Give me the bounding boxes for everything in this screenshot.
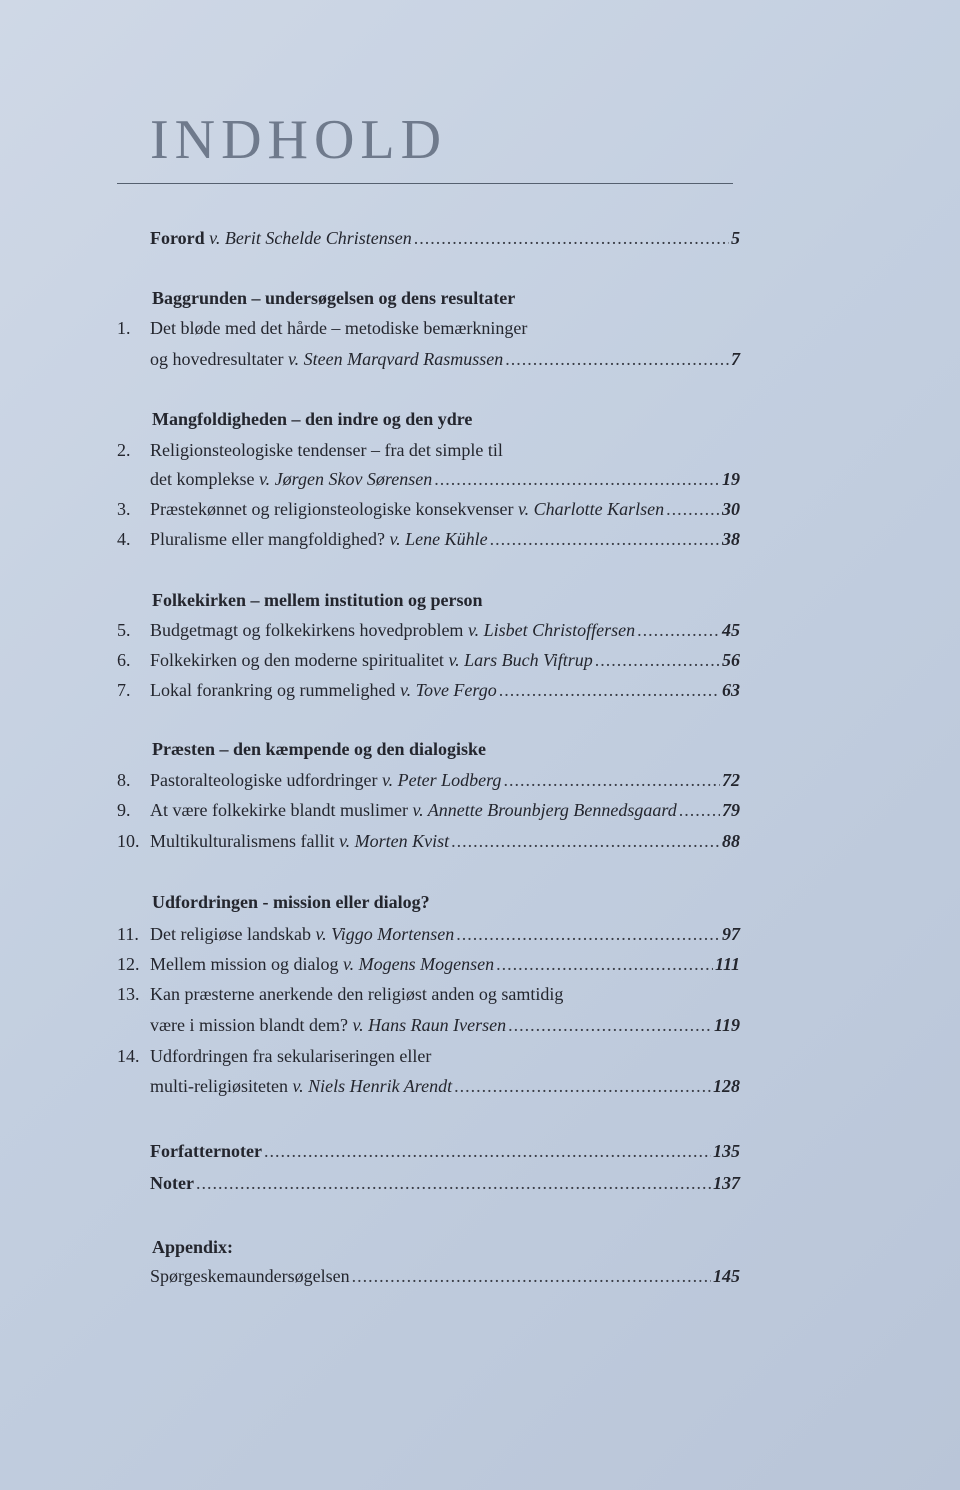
dot-leader [490,528,720,550]
entry-title: multi-religiøsiteten [150,1076,288,1096]
entry-number: 11. [117,924,139,944]
dot-leader [503,769,720,791]
entry-author: v. Viggo Mortensen [315,924,455,944]
entry-title: Budgetmagt og folkekirkens hovedproblem [150,620,464,640]
entry-number: 10. [117,831,140,851]
entry-line1: 1. Det bløde med det hårde – metodiske bemærkninger [117,318,528,338]
entry-number: 9. [117,800,131,820]
toc-entry [150,468,740,490]
entry-page: 7 [731,349,740,369]
dot-leader [196,1172,711,1194]
entry-number: 4. [117,529,131,549]
section-heading: Folkekirken – mellem institution og person [152,590,483,610]
entry-page: 88 [722,831,740,851]
entry-number: 1. [117,318,131,338]
entry-title: Lokal forankring og rummelighed [150,680,396,700]
toc-entry [150,1075,740,1097]
toc-entry-forord [150,227,740,249]
entry-author: v. Tove Fergo [399,680,497,700]
dot-leader [434,468,720,490]
entry-number: 13. [117,984,140,1004]
entry-line1: 14. Udfordringen fra sekulariseringen eller [117,1046,432,1066]
entry-author: v. Morten Kvist [338,831,450,851]
entry-author: v. Steen Marqvard Rasmussen [287,349,504,369]
toc-entry-forfatternoter [150,1140,740,1162]
entry-title: Pastoralteologiske udfordringer [150,770,378,790]
entry-title: At være folkekirke blandt muslimer [150,800,408,820]
entry-title: Det religiøse landskab [150,924,311,944]
entry-page: 97 [722,924,740,944]
dot-leader [264,1140,711,1162]
toc-entry [117,953,740,975]
entry-title: være i mission blandt dem? [150,1015,348,1035]
section-heading: Baggrunden – undersøgelsen og dens resultater [152,288,516,308]
dot-leader [666,498,720,520]
toc-entry [117,498,740,520]
section-heading: Mangfoldigheden – den indre og den ydre [152,409,473,429]
entry-author: v. Jørgen Skov Sørensen [258,469,433,489]
toc-entry [117,528,740,550]
entry-page: 72 [722,770,740,790]
entry-number: 6. [117,650,131,670]
title-rule [117,183,733,184]
entry-author: v. Lars Buch Viftrup [448,650,593,670]
entry-page: 135 [713,1141,740,1161]
toc-entry-noter [150,1172,740,1194]
entry-line1: 2. Religionsteologiske tendenser – fra det simple til [117,440,503,460]
entry-label: Forord [150,228,205,248]
page-title: INDHOLD [150,109,448,171]
entry-number: 3. [117,499,131,519]
dot-leader [499,679,720,701]
toc-entry [117,830,740,852]
entry-author: v. Lisbet Christoffersen [467,620,636,640]
entry-author: v. Lene Kühle [389,529,488,549]
entry-page: 137 [713,1173,740,1193]
entry-page: 45 [722,620,740,640]
entry-number: 7. [117,680,131,700]
entry-label: Forfatternoter [150,1141,262,1161]
appendix-heading: Appendix: [152,1237,234,1257]
dot-leader [456,923,720,945]
entry-title: Spørgeskemaundersøgelsen [150,1266,350,1286]
entry-page: 19 [722,469,740,489]
entry-line1: 13. Kan præsterne anerkende den religiøst anden og samtidig [117,984,564,1004]
entry-title: og hovedresultater [150,349,284,369]
entry-author: v. Mogens Mogensen [343,954,495,974]
entry-author: v. Niels Henrik Arendt [292,1076,453,1096]
entry-page: 128 [713,1076,740,1096]
entry-title: Præstekønnet og religionsteologiske konsekvenser [150,499,514,519]
entry-title: det komplekse [150,469,255,489]
toc-entry [117,649,740,671]
dot-leader [505,348,729,370]
entry-page: 38 [722,529,740,549]
section-heading: Præsten – den kæmpende og den dialogiske [152,739,487,759]
toc-entry [117,619,740,641]
toc-entry [117,679,740,701]
entry-number: 2. [117,440,131,460]
entry-page: 56 [722,650,740,670]
entry-page: 111 [714,954,740,974]
entry-number: 14. [117,1046,140,1066]
entry-title: Folkekirken og den moderne spiritualitet [150,650,444,670]
entry-author: v. Charlotte Karlsen [517,499,665,519]
toc-entry-appendix [150,1265,740,1287]
dot-leader [414,227,729,249]
entry-page: 79 [722,800,740,820]
entry-author: v. Hans Raun Iversen [352,1015,507,1035]
entry-page: 30 [722,499,740,519]
entry-title: Pluralisme eller mangfoldighed? [150,529,385,549]
dot-leader [637,619,720,641]
dot-leader [508,1014,712,1036]
dot-leader [679,799,720,821]
entry-number: 12. [117,954,140,974]
dot-leader [595,649,720,671]
entry-page: 63 [722,680,740,700]
dot-leader [451,830,720,852]
entry-number: 8. [117,770,131,790]
entry-title: Multikulturalismens fallit [150,831,335,851]
dot-leader [496,953,713,975]
entry-author: v. Annette Brounbjerg Bennedsgaard [412,800,677,820]
dot-leader [454,1075,711,1097]
toc-entry [117,799,740,821]
toc-entry [150,1014,740,1036]
dot-leader [352,1265,711,1287]
toc-entry [150,348,740,370]
entry-title: Mellem mission og dialog [150,954,339,974]
entry-page: 145 [713,1266,740,1286]
entry-author: v. Berit Schelde Christensen [209,228,412,248]
entry-page: 119 [713,1015,740,1035]
section-heading: Udfordringen - mission eller dialog? [152,892,430,912]
toc-entry [117,923,740,945]
entry-page: 5 [731,228,740,248]
entry-author: v. Peter Lodberg [381,770,502,790]
entry-label: Noter [150,1173,194,1193]
toc-entry [117,769,740,791]
entry-number: 5. [117,620,131,640]
